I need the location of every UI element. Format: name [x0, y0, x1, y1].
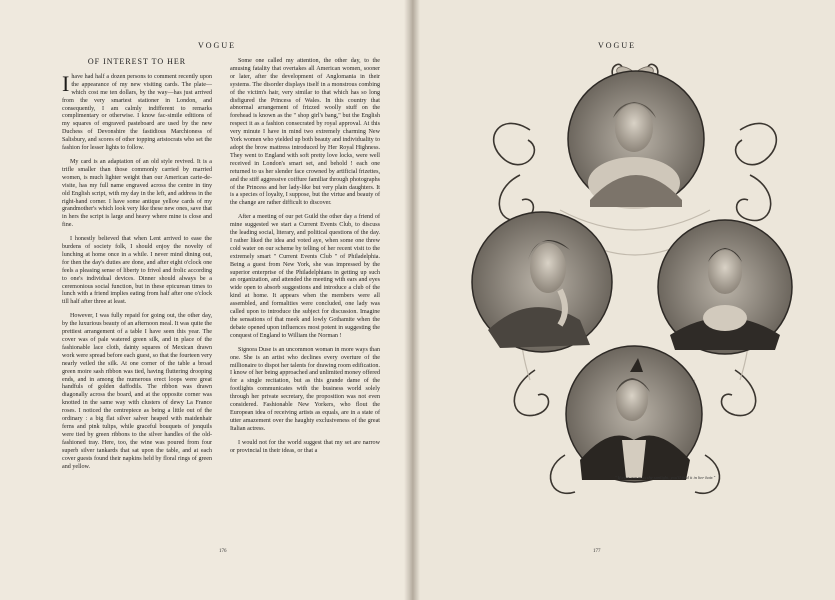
- paragraph: I would not for the world suggest that my set are narrow or provincial in their ideas, or that a: [230, 439, 380, 454]
- article-column-2: [230, 58, 380, 462]
- portrait-top: [568, 71, 704, 209]
- portrait-bottom: [566, 346, 702, 482]
- page-number-right: 177: [593, 549, 601, 554]
- portrait-illustration: [410, 0, 835, 600]
- page-number-left: 176: [219, 549, 227, 554]
- right-page: [410, 0, 835, 600]
- article-column-1: [62, 58, 212, 477]
- article-title: OF INTEREST TO HER: [87, 57, 187, 66]
- portrait-left: [472, 212, 612, 352]
- paragraph: My card is an adaptation of an old style revived. It is a trifle smaller than those commonly carried by married women, is much lighter weight than our American carte-de-visite, has my full name engraved across the centre in tiny old English script, with my day in the left, and address in the right-hand corner. I have some antique yellow cards of my grandmother's which look very like these new ones, save that in hers the script is large and heavy where mine is close and fine.: [62, 158, 212, 229]
- paragraph: Ihave had half a dozen persons to comment recently upon the appearance of my new visiting cards. The plate—which cost me ten dollars, by the way—has just arrived from the very smartest stationer in London, and consequently, I am calmly indifferent to remarks complimentary or otherwise. I know fac-simile editions of my squares of engraved pasteboard are used by the new Duchess of Devonshire the fastidious Marchioness of Salisbury, and scores of other topping aristocrats who set the fashion for lesser lights to follow.: [62, 70, 212, 152]
- paragraph: After a meeting of our pet Guild the other day a friend of mine suggested we start a Current Events Club, to discuss the leading social, literary, and political questions of the day. I rather liked the idea and voted aye, when some one threw cold water on our scheme by telling of her recent visit to the extremely smart " Current Events Club " of Philadelphia. Being a guest from New York, she was impressed by the superior enterprise of the Philadelphians in getting up such an organization, and attended the meeting with ears and eyes wide open to absorb suggestions and introduce a club of the kind at home. It appears when the members were all assembled, and formalities were concluded, one lady was called upon to introduce the subject for discussion. Imagine the sensations of that meek and lowly Gothamite when the debate opened upon influences most potent in suggesting the conquest of England to William the Norman !: [230, 214, 380, 339]
- paragraph: However, I was fully repaid for going out, the other day, by the luxurious beauty of an afternoon meal. It was quite the prettiest arrangement of a table I have seen this year. The cover was of pale watered green silk, and in place of the fashionable lace cloth, dainty squares of Mexican drawn work were spread before each guest, so that the fourteen very nearly veiled the silk. At one corner of the table a broad green moire sash ribbon was tied, having fluttering drooping ends, and in among the numerous erect loops were great handfuls of golden daffodils. The ribbon was drawn diagonally across the board, and at the opposite corner was knotted in the same way with clusters of dewy La France roses. I noticed the centrepiece as being a little out of the ordinary : a big flat silver salver heaped with maidenhair ferns and pink tulips, while graceful bouquets of jonquils were tied by green ribbons to the silver handles of the old-fashioned tray. Here, too, the wine was poured from four superb silver tankards that sat upon the table, and at each cover guests found their napkins held by floral rings of green and yellow.: [62, 313, 212, 470]
- paragraph: I honestly believed that when Lent arrived to ease the burdens of society folk, I should enjoy the novelty of lunching at home once in a while. I never mind dining out, for then the day's duties are done, and after eight o'clock one feels a pleasing sense of liberty to frivol and frolic according to one's individual devices. Dinner should always be a ceremonious social function, but in these epicurean times to lunch with a friend implies eating from half after one o'clock till half after three at least.: [62, 236, 212, 306]
- paragraph: Some one called my attention, the other day, to the amusing fatality that overtakes all American women, sooner or later, after the development of Anglomania in their systems. The disorder displays itself in a monstrous combing of the victim's hair, very similar to that which has so long disfigured the Princess of Wales. In this country that abnormal arrangement of frizzed woolly stuff on the forehead is known as the " shop girl's bang," but the English respect it as a fashion consecrated by royal approval. At this very minute I have in mind two extremely charming New York women who yielded up both beauty and individuality to adopt the brow mattress introduced by Her Royal Highness. They went to England with soft pretty love locks, were well received in London's smart set, and behold ! each one returned to us her slender face crowned by artificial frizettes, and the stiff aggressive coiffure familiar through photographs of the Princess and her lady-like but very plain daughters. It is a species of loyalty, I suppose, but the virtue and beauty of the change are rather difficult to discover.: [230, 58, 380, 207]
- paragraph: Signora Duse is an uncommon woman in more ways than one. She is an artist who declines every overture of the millionaire to dispot her talents for drawing room edification. I know of her being approached and unlimited money offered for a single recitation, but as this grande dame of the footlights communicates with the business world solely through her private secretary, the proposition was not even considered. Fashionable New Yorkers, who flout the European idea of receiving artists as equals, are in a state of utter amazement over the haughty exclusiveness of the great Italian actress.: [230, 346, 380, 432]
- portrait-right: [658, 220, 792, 354]
- running-head-right: VOGUE: [598, 41, 636, 50]
- left-page: [0, 0, 410, 600]
- running-head-left: VOGUE: [198, 41, 236, 50]
- illustration-caption: " If ever you miss the sunlight, you'll find it in her hair.": [614, 475, 716, 480]
- drop-cap: I: [62, 70, 70, 96]
